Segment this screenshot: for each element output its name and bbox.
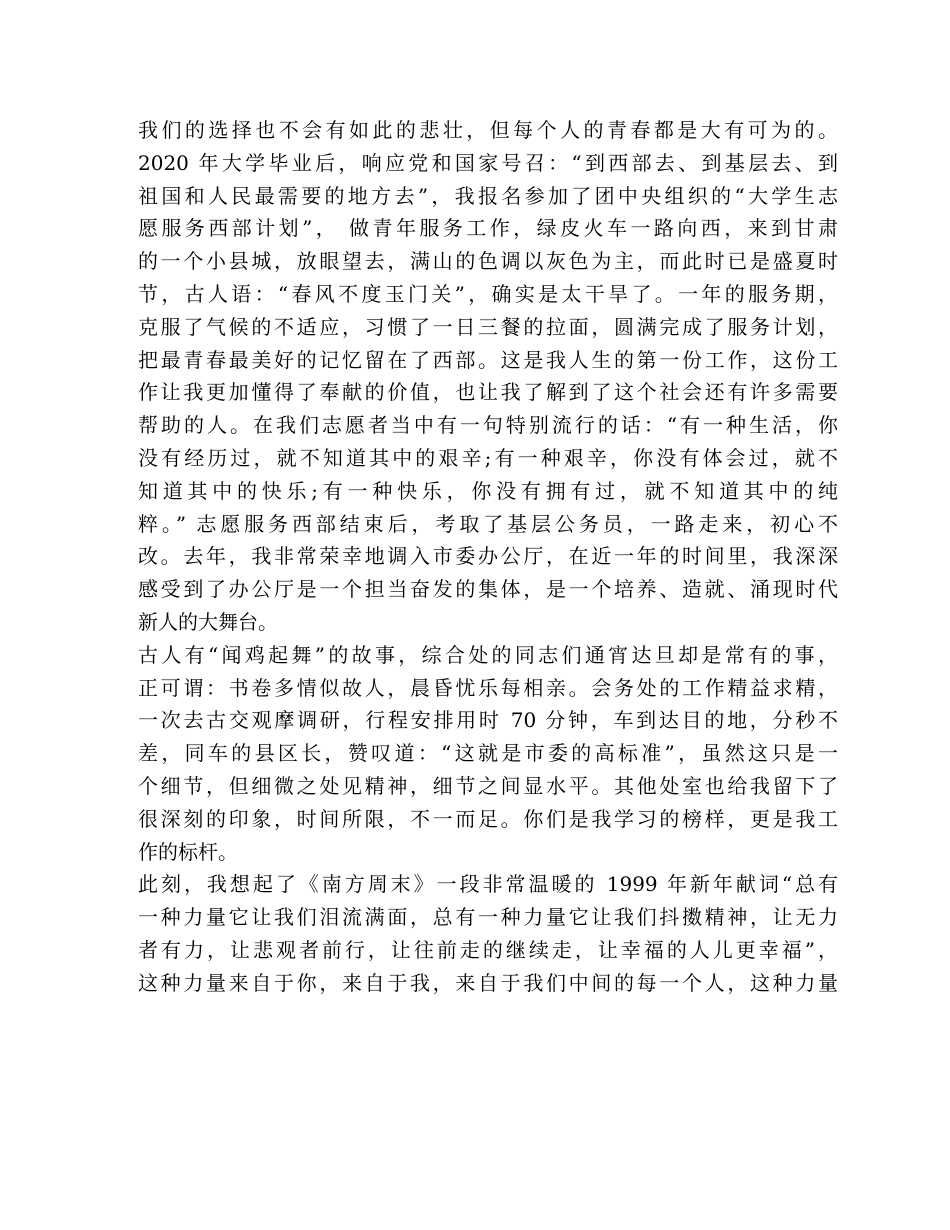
text-line: 2020 年大学毕业后，响应党和国家号召：“到西部去、到基层去、到 [138,150,838,175]
text-line: 我们的选择也不会有如此的悲壮，但每个人的青春都是大有可为的。 [138,118,838,142]
text-line: 改。去年，我非常荣幸地调入市委办公厅，在近一年的时间里，我深深 [138,544,838,569]
text-line: 此刻，我想起了《南方周末》一段非常温暖的 1999 年新年献词“总有 [138,872,838,897]
text-line: 帮助的人。在我们志愿者当中有一句特别流行的话：“有一种生活，你 [138,413,838,438]
text-line: 知道其中的快乐;有一种快乐，你没有拥有过，就不知道其中的纯 [138,478,838,503]
text-line: 古人有“闻鸡起舞”的故事，综合处的同志们通宵达旦却是常有的事， [138,642,838,667]
text-line: 者有力，让悲观者前行，让往前走的继续走，让幸福的人儿更幸福”， [138,937,838,962]
text-line: 克服了气候的不适应，习惯了一日三餐的拉面，圆满完成了服务计划， [138,314,838,339]
text-line: 作的标杆。 [138,839,238,864]
text-line: 一种力量它让我们泪流满面，总有一种力量它让我们抖擞精神，让无力 [138,905,838,930]
text-line: 很深刻的印象，时间所限，不一而足。你们是我学习的榜样，更是我工 [138,806,838,831]
text-line: 节，古人语：“春风不度玉门关”，确实是太干旱了。一年的服务期， [138,281,838,306]
text-line: 把最青春最美好的记忆留在了西部。这是我人生的第一份工作，这份工 [138,347,838,372]
text-line: 这种力量来自于你，来自于我，来自于我们中间的每一个人，这种力量 [138,970,838,995]
text-line: 一次去古交观摩调研，行程安排用时 70 分钟，车到达目的地，分秒不 [138,708,838,733]
text-line: 差，同车的县区长，赞叹道：“这就是市委的高标准”，虽然这只是一 [138,741,838,766]
text-line: 正可谓：书卷多情似故人，晨昏忧乐每相亲。会务处的工作精益求精， [138,675,838,700]
text-line: 粹。” 志愿服务西部结束后，考取了基层公务员，一路走来，初心不 [138,511,838,536]
text-line: 愿服务西部计划”， 做青年服务工作，绿皮火车一路向西，来到甘肃 [138,216,838,241]
body-text [138,114,838,1000]
text-line: 作让我更加懂得了奉献的价值，也让我了解到了这个社会还有许多需要 [138,380,838,405]
text-line: 没有经历过，就不知道其中的艰辛;有一种艰辛，你没有体会过，就不 [138,445,838,470]
text-line: 感受到了办公厅是一个担当奋发的集体，是一个培养、造就、涌现时代 [138,577,838,602]
text-line: 的一个小县城，放眼望去，满山的色调以灰色为主，而此时已是盛夏时 [138,249,838,274]
text-line: 祖国和人民最需要的地方去”，我报名参加了团中央组织的“大学生志 [138,183,838,208]
text-line: 个细节，但细微之处见精神，细节之间显水平。其他处室也给我留下了 [138,773,838,798]
text-line: 新人的大舞台。 [138,609,278,634]
